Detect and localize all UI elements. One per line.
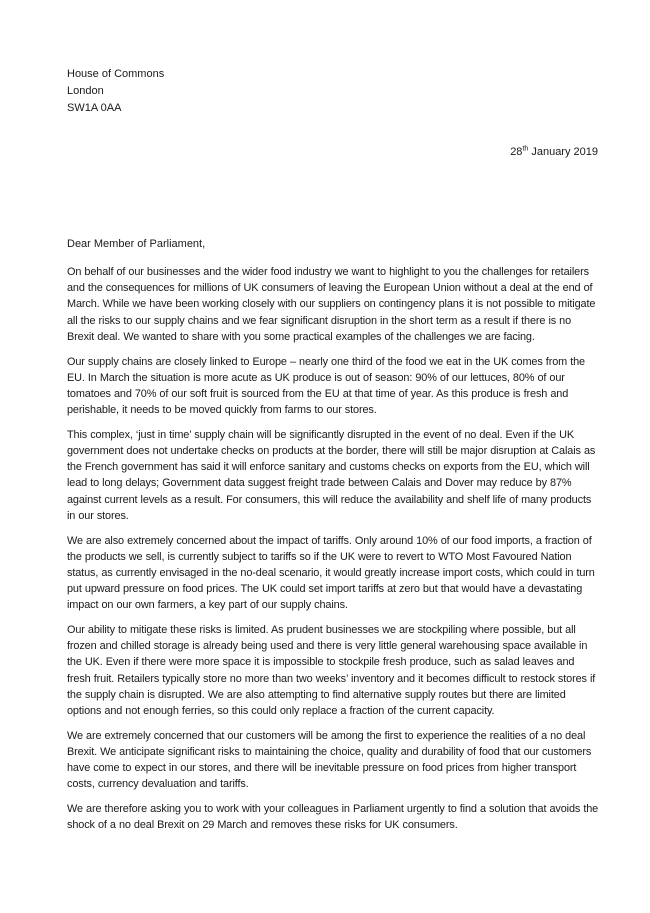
salutation: Dear Member of Parliament, <box>67 238 206 250</box>
body-paragraph-4: We are also extremely concerned about the impact of tariffs. Only around 10% of our food imports, a fraction of the products we sell, is currently subject to tariffs so if the UK were to revert to WTO Most Favoured Nation status, as currently envisaged in the no-deal scenario, it would greatly increase import costs, which could in turn put upward pressure on food prices. The UK could set import tariffs at zero but that would have a devastating impact on our own farmers, a key part of our supply chains. <box>67 534 595 612</box>
address-line-1: House of Commons <box>67 68 165 80</box>
body-paragraph-7: We are therefore asking you to work with your colleagues in Parliament urgently to find a solution that avoids the shock of a no deal Brexit on 29 March and removes these risks for UK consumers. <box>67 803 599 832</box>
recipient-address <box>67 66 164 117</box>
body-paragraph-5: Our ability to mitigate these risks is limited. As prudent businesses we are stockpiling where possible, but all frozen and chilled storage is already being used and there is very little general warehousing space available in the UK. Even if there were more space it is impossible to stockpile fresh produce, such as salad leaves and fresh fruit. Retailers typically store no more than two weeks’ inventory and it becomes difficult to restock stores if the supply chain is disrupted. We are also attempting to find alternative supply routes but there are limited options and not enough ferries, so this could only replace a fraction of the current capacity. <box>67 624 596 718</box>
date-day-suffix: th <box>522 145 529 153</box>
letter-body <box>67 264 601 842</box>
address-line-3: SW1A 0AA <box>67 102 122 114</box>
body-paragraph-3: This complex, ‘just in time’ supply chain will be significantly disrupted in the event of no deal. Even if the UK government does not undertake checks on products at the border, there will still be major disruption at Calais as the French government has said it will enforce sanitary and customs checks on exports from the EU, which will lead to long delays; Government data suggest freight trade between Calais and Dover may reduce by 87% against current levels as a result. For consumers, this will reduce the availability and shelf life of many products in our stores. <box>67 428 596 522</box>
letter-date <box>510 144 598 160</box>
body-paragraph-1: On behalf of our businesses and the wider food industry we want to highlight to you the challenges for retailers and the consequences for millions of UK consumers of leaving the European Union without a deal at the end of March. While we have been working closely with our suppliers on contingency plans it is not possible to mitigate all the risks to our supply chains and we fear significant disruption in the short term as a result if there is no Brexit deal. We wanted to share with you some practical examples of the challenges we are facing. <box>67 266 596 343</box>
address-line-2: London <box>67 85 104 97</box>
body-paragraph-6: We are extremely concerned that our customers will be among the first to experience the realities of a no deal Brexit. We anticipate significant risks to maintaining the choice, quality and durability of food that our customers have come to expect in our stores, and there will be inevitable pressure on food prices from higher transport costs, currency devaluation and tariffs. <box>67 729 592 791</box>
body-paragraph-2: Our supply chains are closely linked to Europe – nearly one third of the food we eat in the UK comes from the EU. In March the situation is more acute as UK produce is out of season: 90% of our lettuces, 80% of our tomatoes and 70% of our soft fruit is sourced from the EU at that time of year. As this produce is fresh and perishable, it needs to be moved quickly from farms to our stores. <box>67 355 585 417</box>
date-month-year: January 2019 <box>528 146 598 158</box>
date-day: 28 <box>510 146 523 158</box>
